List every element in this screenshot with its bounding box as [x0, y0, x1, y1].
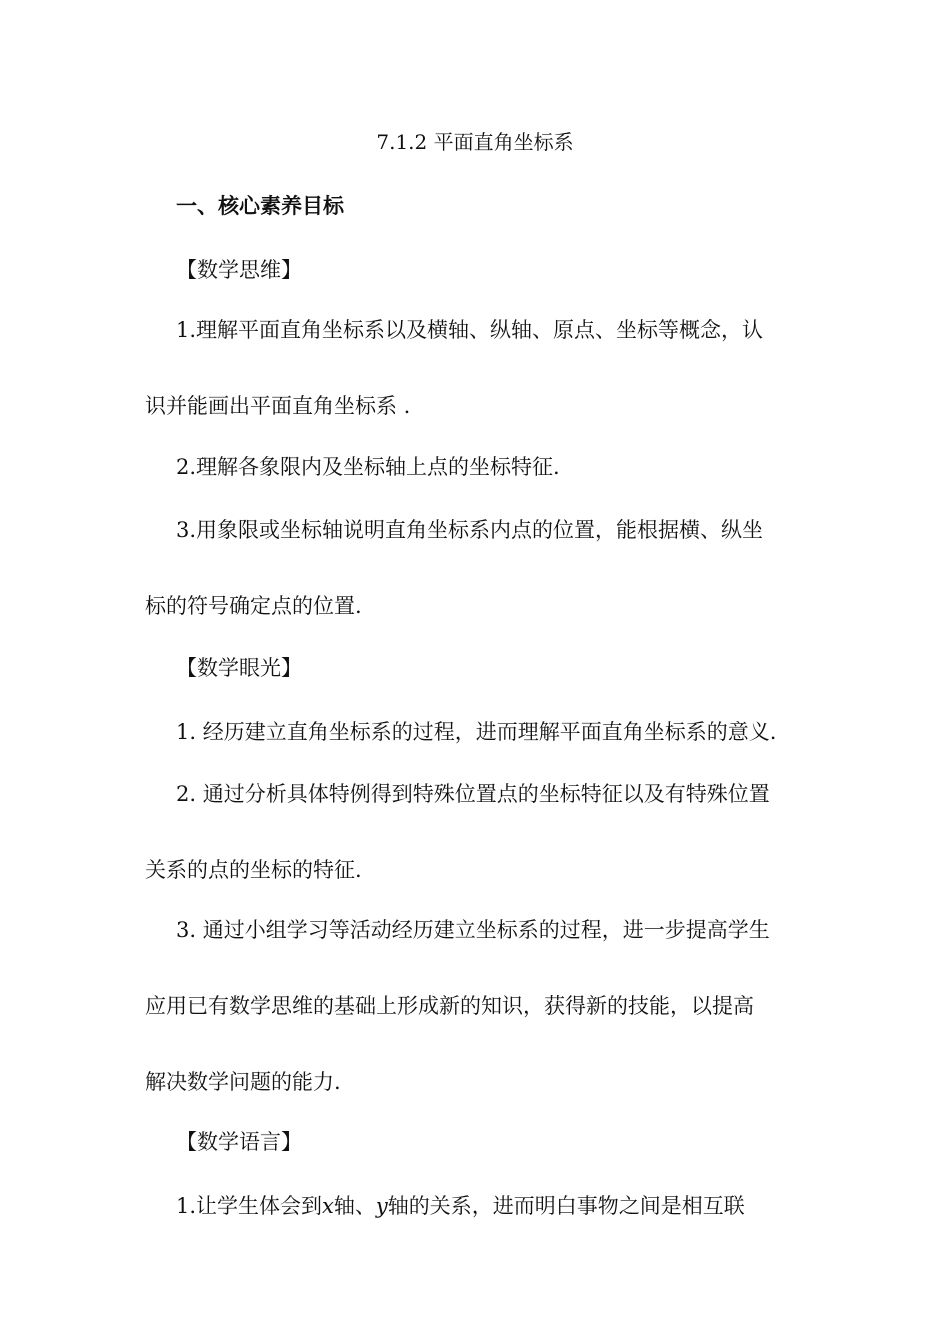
vision-item-2-line-2: 关系的点的坐标的特征.: [145, 858, 362, 882]
vision-item-3-line-3: 解决数学问题的能力.: [145, 1070, 341, 1094]
vision-item-3-line-1: 3. 通过小组学习等活动经历建立坐标系的过程，进一步提高学生: [176, 918, 770, 942]
vision-item-3-line-2: 应用已有数学思维的基础上形成新的知识，获得新的技能，以提高: [145, 994, 754, 1018]
section-heading: 一、核心素养目标: [176, 193, 344, 218]
language-item-1-line-1: [176, 1192, 745, 1220]
page-title: 7.1.2 平面直角坐标系: [376, 130, 574, 154]
thinking-item-1-line-2: 识并能画出平面直角坐标系 .: [145, 394, 411, 418]
thinking-item-3-line-1: 3.用象限或坐标轴说明直角坐标系内点的位置，能根据横、纵坐: [176, 518, 764, 542]
thinking-item-2: 2.理解各象限内及坐标轴上点的坐标特征.: [176, 455, 560, 479]
language-text-a: 1.让学生体会到: [176, 1194, 323, 1218]
subsection-label-vision: 【数学眼光】: [176, 656, 302, 680]
subsection-label-thinking: 【数学思维】: [176, 258, 302, 282]
x-axis-symbol: x: [322, 1194, 334, 1218]
vision-item-2-line-1: 2. 通过分析具体特例得到特殊位置点的坐标特征以及有特殊位置: [176, 782, 770, 806]
thinking-item-3-line-2: 标的符号确定点的位置.: [145, 594, 362, 618]
thinking-item-1-line-1: 1.理解平面直角坐标系以及横轴、纵轴、原点、坐标等概念，认: [176, 318, 764, 342]
language-text-b: 轴、: [333, 1194, 376, 1218]
language-text-c: 轴的关系，进而明白事物之间是相互联: [387, 1194, 745, 1218]
y-axis-symbol: y: [375, 1194, 388, 1218]
subsection-label-language: 【数学语言】: [176, 1130, 302, 1154]
vision-item-1: 1. 经历建立直角坐标系的过程，进而理解平面直角坐标系的意义.: [176, 720, 777, 744]
